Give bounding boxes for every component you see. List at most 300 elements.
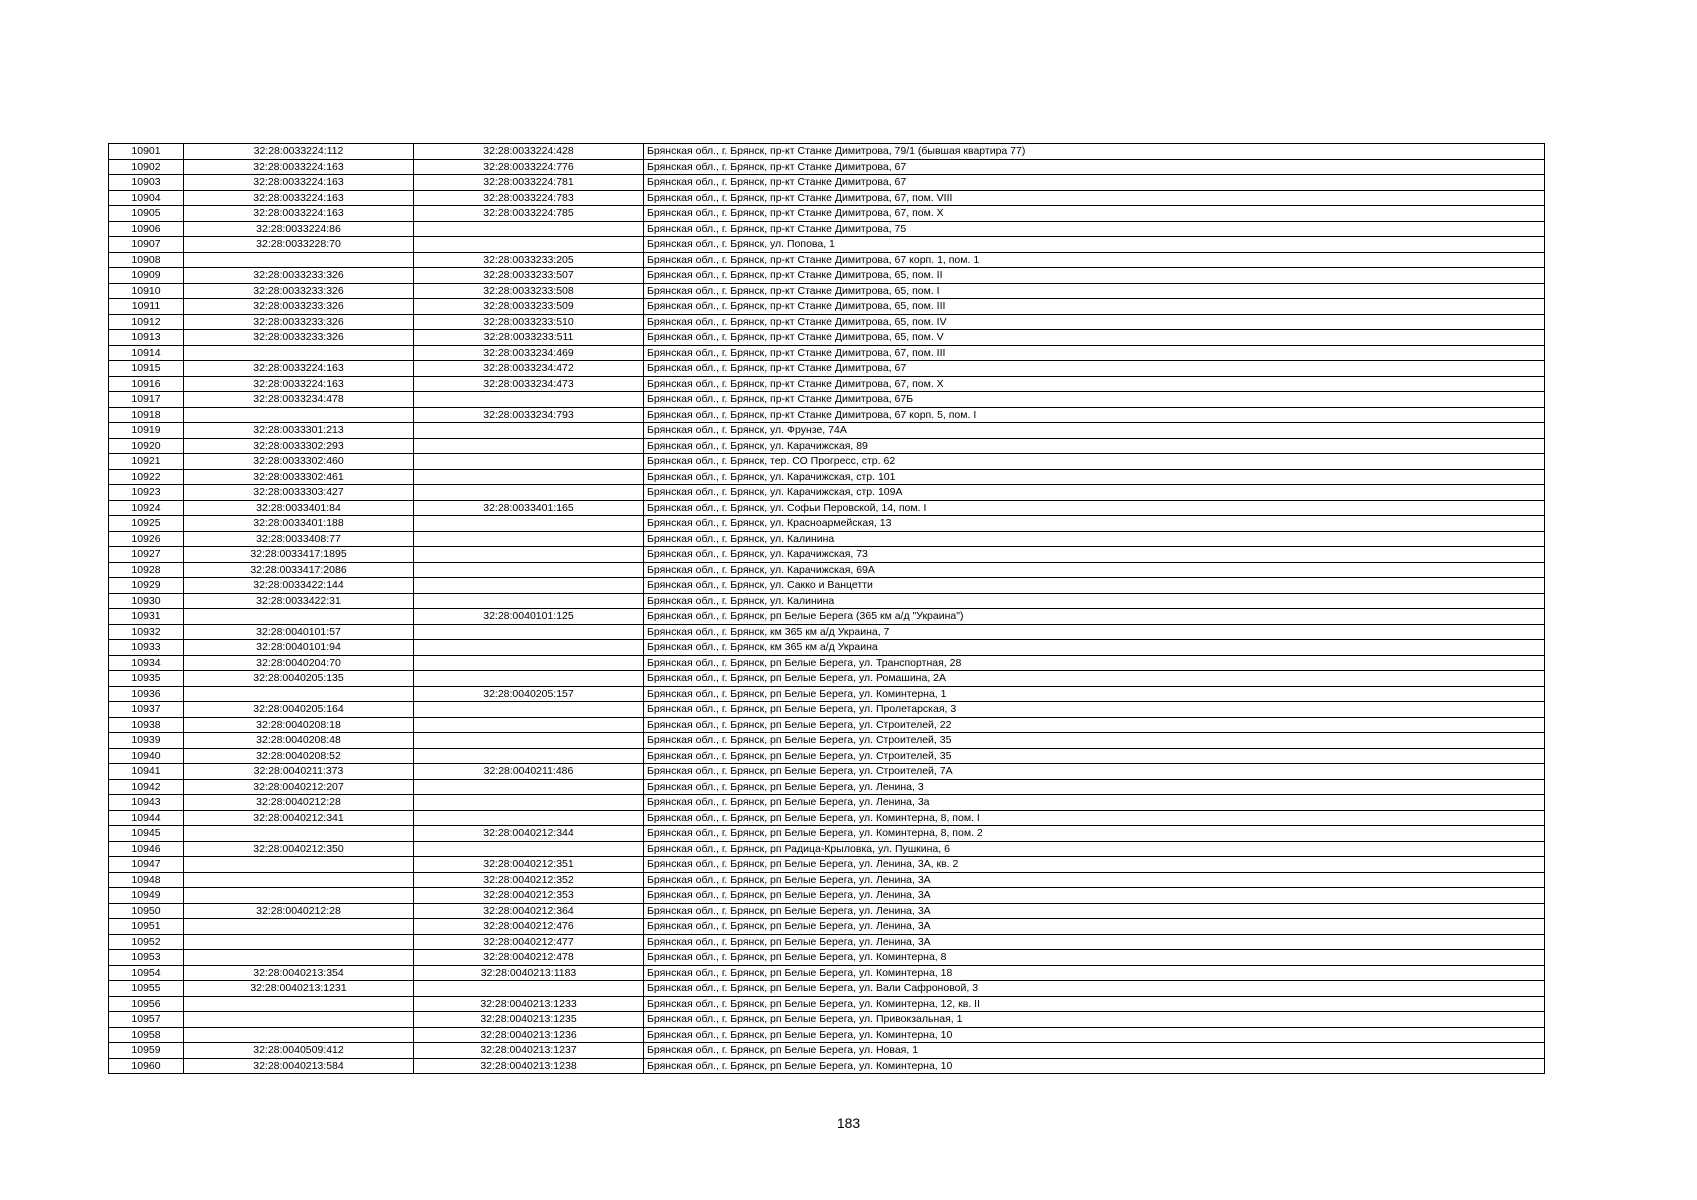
- object-cadastral-number-cell: 32:28:0040212:344: [414, 826, 644, 842]
- table-row: [109, 981, 1545, 997]
- parcel-cadastral-number-cell: 32:28:0033301:213: [184, 423, 414, 439]
- object-cadastral-number-cell: 32:28:0040213:1183: [414, 965, 644, 981]
- table-row: [109, 640, 1545, 656]
- row-number-cell: 10928: [109, 562, 184, 578]
- table-row: [109, 485, 1545, 501]
- table-row: [109, 252, 1545, 268]
- object-cadastral-number-cell: 32:28:0033234:473: [414, 376, 644, 392]
- table-row: [109, 237, 1545, 253]
- address-cell: Брянская обл., г. Брянск, рп Белые Берега, ул. Коминтерна, 18: [644, 965, 1545, 981]
- object-cadastral-number-cell: 32:28:0033224:783: [414, 190, 644, 206]
- address-cell: Брянская обл., г. Брянск, пр-кт Станке Димитрова, 67: [644, 159, 1545, 175]
- object-cadastral-number-cell: 32:28:0040213:1233: [414, 996, 644, 1012]
- parcel-cadastral-number-cell: [184, 996, 414, 1012]
- row-number-cell: 10942: [109, 779, 184, 795]
- row-number-cell: 10919: [109, 423, 184, 439]
- parcel-cadastral-number-cell: [184, 857, 414, 873]
- object-cadastral-number-cell: 32:28:0040212:478: [414, 950, 644, 966]
- table-row: [109, 1027, 1545, 1043]
- parcel-cadastral-number-cell: 32:28:0040213:584: [184, 1058, 414, 1074]
- object-cadastral-number-cell: [414, 485, 644, 501]
- parcel-cadastral-number-cell: [184, 252, 414, 268]
- address-cell: Брянская обл., г. Брянск, рп Белые Берега, ул. Ленина, 3а: [644, 795, 1545, 811]
- address-cell: Брянская обл., г. Брянск, км 365 км а/д Украина, 7: [644, 624, 1545, 640]
- parcel-cadastral-number-cell: 32:28:0033233:326: [184, 314, 414, 330]
- object-cadastral-number-cell: [414, 593, 644, 609]
- address-cell: Брянская обл., г. Брянск, ул. Сакко и Ванцетти: [644, 578, 1545, 594]
- address-cell: Брянская обл., г. Брянск, рп Белые Берега, ул. Строителей, 35: [644, 733, 1545, 749]
- address-cell: Брянская обл., г. Брянск, ул. Фрунзе, 74А: [644, 423, 1545, 439]
- parcel-cadastral-number-cell: [184, 345, 414, 361]
- row-number-cell: 10938: [109, 717, 184, 733]
- address-cell: Брянская обл., г. Брянск, рп Белые Берега, ул. Коминтерна, 10: [644, 1027, 1545, 1043]
- address-cell: Брянская обл., г. Брянск, ул. Карачижская, 69А: [644, 562, 1545, 578]
- object-cadastral-number-cell: 32:28:0033233:510: [414, 314, 644, 330]
- parcel-cadastral-number-cell: 32:28:0033224:112: [184, 144, 414, 160]
- row-number-cell: 10931: [109, 609, 184, 625]
- address-cell: Брянская обл., г. Брянск, ул. Красноармейская, 13: [644, 516, 1545, 532]
- table-row: [109, 454, 1545, 470]
- object-cadastral-number-cell: [414, 531, 644, 547]
- row-number-cell: 10936: [109, 686, 184, 702]
- table-row: [109, 624, 1545, 640]
- row-number-cell: 10960: [109, 1058, 184, 1074]
- table-row: [109, 934, 1545, 950]
- table-row: [109, 175, 1545, 191]
- row-number-cell: 10950: [109, 903, 184, 919]
- object-cadastral-number-cell: [414, 779, 644, 795]
- row-number-cell: 10957: [109, 1012, 184, 1028]
- address-cell: Брянская обл., г. Брянск, ул. Калинина: [644, 531, 1545, 547]
- object-cadastral-number-cell: [414, 624, 644, 640]
- address-cell: Брянская обл., г. Брянск, ул. Карачижская, стр. 109А: [644, 485, 1545, 501]
- address-cell: Брянская обл., г. Брянск, пр-кт Станке Димитрова, 67Б: [644, 392, 1545, 408]
- table-row: [109, 144, 1545, 160]
- object-cadastral-number-cell: [414, 547, 644, 563]
- parcel-cadastral-number-cell: [184, 919, 414, 935]
- parcel-cadastral-number-cell: [184, 1027, 414, 1043]
- parcel-cadastral-number-cell: 32:28:0033234:478: [184, 392, 414, 408]
- object-cadastral-number-cell: [414, 733, 644, 749]
- parcel-cadastral-number-cell: 32:28:0033401:84: [184, 500, 414, 516]
- object-cadastral-number-cell: 32:28:0040212:351: [414, 857, 644, 873]
- parcel-cadastral-number-cell: 32:28:0040101:57: [184, 624, 414, 640]
- row-number-cell: 10921: [109, 454, 184, 470]
- row-number-cell: 10914: [109, 345, 184, 361]
- table-row: [109, 795, 1545, 811]
- address-cell: Брянская обл., г. Брянск, рп Белые Берега, ул. Коминтерна, 1: [644, 686, 1545, 702]
- parcel-cadastral-number-cell: 32:28:0040204:70: [184, 655, 414, 671]
- parcel-cadastral-number-cell: [184, 950, 414, 966]
- parcel-cadastral-number-cell: [184, 826, 414, 842]
- parcel-cadastral-number-cell: [184, 686, 414, 702]
- object-cadastral-number-cell: 32:28:0033401:165: [414, 500, 644, 516]
- object-cadastral-number-cell: [414, 717, 644, 733]
- parcel-cadastral-number-cell: 32:28:0033401:188: [184, 516, 414, 532]
- row-number-cell: 10903: [109, 175, 184, 191]
- parcel-cadastral-number-cell: 32:28:0040212:341: [184, 810, 414, 826]
- row-number-cell: 10912: [109, 314, 184, 330]
- object-cadastral-number-cell: 32:28:0033234:469: [414, 345, 644, 361]
- parcel-cadastral-number-cell: 32:28:0033224:163: [184, 159, 414, 175]
- row-number-cell: 10954: [109, 965, 184, 981]
- parcel-cadastral-number-cell: 32:28:0040509:412: [184, 1043, 414, 1059]
- address-cell: Брянская обл., г. Брянск, рп Белые Берега, ул. Строителей, 22: [644, 717, 1545, 733]
- object-cadastral-number-cell: [414, 981, 644, 997]
- parcel-cadastral-number-cell: 32:28:0033303:427: [184, 485, 414, 501]
- address-cell: Брянская обл., г. Брянск, рп Белые Берега, ул. Коминтерна, 8, пом. 2: [644, 826, 1545, 842]
- address-cell: Брянская обл., г. Брянск, рп Белые Берега, ул. Ромашина, 2А: [644, 671, 1545, 687]
- table-row: [109, 593, 1545, 609]
- address-cell: Брянская обл., г. Брянск, рп Белые Берега, ул. Коминтерна, 10: [644, 1058, 1545, 1074]
- object-cadastral-number-cell: [414, 795, 644, 811]
- row-number-cell: 10927: [109, 547, 184, 563]
- table-row: [109, 733, 1545, 749]
- row-number-cell: 10941: [109, 764, 184, 780]
- parcel-cadastral-number-cell: 32:28:0040208:52: [184, 748, 414, 764]
- parcel-cadastral-number-cell: 32:28:0040208:48: [184, 733, 414, 749]
- row-number-cell: 10918: [109, 407, 184, 423]
- address-cell: Брянская обл., г. Брянск, рп Белые Берега, ул. Ленина, 3А: [644, 903, 1545, 919]
- address-cell: Брянская обл., г. Брянск, пр-кт Станке Димитрова, 67, пом. X: [644, 206, 1545, 222]
- table-row: [109, 965, 1545, 981]
- object-cadastral-number-cell: 32:28:0040213:1236: [414, 1027, 644, 1043]
- address-cell: Брянская обл., г. Брянск, рп Белые Берега, ул. Коминтерна, 8, пом. I: [644, 810, 1545, 826]
- object-cadastral-number-cell: 32:28:0033233:511: [414, 330, 644, 346]
- row-number-cell: 10933: [109, 640, 184, 656]
- table-row: [109, 686, 1545, 702]
- row-number-cell: 10955: [109, 981, 184, 997]
- table-row: [109, 996, 1545, 1012]
- object-cadastral-number-cell: [414, 454, 644, 470]
- object-cadastral-number-cell: [414, 578, 644, 594]
- table-row: [109, 423, 1545, 439]
- row-number-cell: 10910: [109, 283, 184, 299]
- table-row: [109, 671, 1545, 687]
- parcel-cadastral-number-cell: 32:28:0033224:163: [184, 190, 414, 206]
- table-row: [109, 562, 1545, 578]
- object-cadastral-number-cell: 32:28:0033224:781: [414, 175, 644, 191]
- object-cadastral-number-cell: [414, 748, 644, 764]
- parcel-cadastral-number-cell: [184, 872, 414, 888]
- row-number-cell: 10907: [109, 237, 184, 253]
- table-row: [109, 748, 1545, 764]
- row-number-cell: 10949: [109, 888, 184, 904]
- parcel-cadastral-number-cell: 32:28:0040208:18: [184, 717, 414, 733]
- object-cadastral-number-cell: [414, 671, 644, 687]
- object-cadastral-number-cell: 32:28:0033234:472: [414, 361, 644, 377]
- parcel-cadastral-number-cell: 32:28:0033422:31: [184, 593, 414, 609]
- address-cell: Брянская обл., г. Брянск, ул. Карачижская, 73: [644, 547, 1545, 563]
- row-number-cell: 10940: [109, 748, 184, 764]
- table-row: [109, 1012, 1545, 1028]
- address-cell: Брянская обл., г. Брянск, рп Белые Берега, ул. Пролетарская, 3: [644, 702, 1545, 718]
- table-row: [109, 345, 1545, 361]
- object-cadastral-number-cell: 32:28:0040205:157: [414, 686, 644, 702]
- parcel-cadastral-number-cell: 32:28:0040213:1231: [184, 981, 414, 997]
- table-row: [109, 500, 1545, 516]
- address-cell: Брянская обл., г. Брянск, пр-кт Станке Димитрова, 67: [644, 175, 1545, 191]
- address-cell: Брянская обл., г. Брянск, ул. Калинина: [644, 593, 1545, 609]
- row-number-cell: 10953: [109, 950, 184, 966]
- parcel-cadastral-number-cell: 32:28:0033408:77: [184, 531, 414, 547]
- row-number-cell: 10944: [109, 810, 184, 826]
- object-cadastral-number-cell: 32:28:0040213:1237: [414, 1043, 644, 1059]
- row-number-cell: 10952: [109, 934, 184, 950]
- object-cadastral-number-cell: 32:28:0040101:125: [414, 609, 644, 625]
- table-row: [109, 810, 1545, 826]
- object-cadastral-number-cell: [414, 392, 644, 408]
- address-cell: Брянская обл., г. Брянск, пр-кт Станке Димитрова, 67 корп. 1, пом. 1: [644, 252, 1545, 268]
- address-cell: Брянская обл., г. Брянск, пр-кт Станке Димитрова, 67, пом. X: [644, 376, 1545, 392]
- table-row: [109, 609, 1545, 625]
- address-cell: Брянская обл., г. Брянск, пр-кт Станке Димитрова, 67: [644, 361, 1545, 377]
- table-row: [109, 407, 1545, 423]
- parcel-cadastral-number-cell: 32:28:0033224:163: [184, 206, 414, 222]
- table-row: [109, 578, 1545, 594]
- table-row: [109, 531, 1545, 547]
- address-cell: Брянская обл., г. Брянск, рп Белые Берега, ул. Привокзальная, 1: [644, 1012, 1545, 1028]
- table-row: [109, 888, 1545, 904]
- table-row: [109, 268, 1545, 284]
- row-number-cell: 10930: [109, 593, 184, 609]
- row-number-cell: 10926: [109, 531, 184, 547]
- object-cadastral-number-cell: 32:28:0033233:508: [414, 283, 644, 299]
- table-row: [109, 547, 1545, 563]
- address-cell: Брянская обл., г. Брянск, ул. Попова, 1: [644, 237, 1545, 253]
- row-number-cell: 10937: [109, 702, 184, 718]
- row-number-cell: 10904: [109, 190, 184, 206]
- parcel-cadastral-number-cell: 32:28:0033233:326: [184, 283, 414, 299]
- page-number: 183: [836, 1115, 861, 1131]
- table-row: [109, 438, 1545, 454]
- table-row: [109, 159, 1545, 175]
- address-cell: Брянская обл., г. Брянск, рп Белые Берега, ул. Ленина, 3А, кв. 2: [644, 857, 1545, 873]
- row-number-cell: 10948: [109, 872, 184, 888]
- row-number-cell: 10922: [109, 469, 184, 485]
- object-cadastral-number-cell: [414, 469, 644, 485]
- table-row: [109, 206, 1545, 222]
- address-cell: Брянская обл., г. Брянск, рп Белые Берега (365 км а/д "Украина"): [644, 609, 1545, 625]
- address-cell: Брянская обл., г. Брянск, пр-кт Станке Димитрова, 75: [644, 221, 1545, 237]
- address-cell: Брянская обл., г. Брянск, рп Белые Берега, ул. Ленина, 3А: [644, 919, 1545, 935]
- parcel-cadastral-number-cell: 32:28:0033417:1895: [184, 547, 414, 563]
- address-cell: Брянская обл., г. Брянск, ул. Карачижская, 89: [644, 438, 1545, 454]
- address-cell: Брянская обл., г. Брянск, рп Белые Берега, ул. Новая, 1: [644, 1043, 1545, 1059]
- table-row: [109, 392, 1545, 408]
- object-cadastral-number-cell: [414, 640, 644, 656]
- row-number-cell: 10956: [109, 996, 184, 1012]
- table-row: [109, 469, 1545, 485]
- row-number-cell: 10939: [109, 733, 184, 749]
- table-row: [109, 190, 1545, 206]
- parcel-cadastral-number-cell: 32:28:0033417:2086: [184, 562, 414, 578]
- address-cell: Брянская обл., г. Брянск, рп Белые Берега, ул. Коминтерна, 12, кв. II: [644, 996, 1545, 1012]
- parcel-cadastral-number-cell: 32:28:0033224:163: [184, 376, 414, 392]
- object-cadastral-number-cell: 32:28:0040212:477: [414, 934, 644, 950]
- row-number-cell: 10946: [109, 841, 184, 857]
- parcel-cadastral-number-cell: 32:28:0033422:144: [184, 578, 414, 594]
- address-cell: Брянская обл., г. Брянск, пр-кт Станке Димитрова, 67, пом. VIII: [644, 190, 1545, 206]
- object-cadastral-number-cell: 32:28:0040211:486: [414, 764, 644, 780]
- address-cell: Брянская обл., г. Брянск, рп Белые Берега, ул. Ленина, 3А: [644, 934, 1545, 950]
- parcel-cadastral-number-cell: 32:28:0040205:164: [184, 702, 414, 718]
- table-body: [109, 144, 1545, 1074]
- object-cadastral-number-cell: 32:28:0033224:785: [414, 206, 644, 222]
- object-cadastral-number-cell: 32:28:0033233:509: [414, 299, 644, 315]
- parcel-cadastral-number-cell: 32:28:0033233:326: [184, 268, 414, 284]
- table-row: [109, 330, 1545, 346]
- table-row: [109, 950, 1545, 966]
- table-row: [109, 361, 1545, 377]
- parcel-cadastral-number-cell: 32:28:0033233:326: [184, 299, 414, 315]
- address-cell: Брянская обл., г. Брянск, пр-кт Станке Димитрова, 65, пом. V: [644, 330, 1545, 346]
- table-row: [109, 516, 1545, 532]
- parcel-cadastral-number-cell: 32:28:0040205:135: [184, 671, 414, 687]
- row-number-cell: 10913: [109, 330, 184, 346]
- address-cell: Брянская обл., г. Брянск, рп Радица-Крыловка, ул. Пушкина, 6: [644, 841, 1545, 857]
- row-number-cell: 10905: [109, 206, 184, 222]
- table-row: [109, 314, 1545, 330]
- object-cadastral-number-cell: [414, 516, 644, 532]
- table-row: [109, 221, 1545, 237]
- row-number-cell: 10932: [109, 624, 184, 640]
- parcel-cadastral-number-cell: 32:28:0040212:28: [184, 795, 414, 811]
- object-cadastral-number-cell: [414, 562, 644, 578]
- object-cadastral-number-cell: 32:28:0033233:205: [414, 252, 644, 268]
- row-number-cell: 10924: [109, 500, 184, 516]
- object-cadastral-number-cell: [414, 221, 644, 237]
- object-cadastral-number-cell: 32:28:0040212:352: [414, 872, 644, 888]
- address-cell: Брянская обл., г. Брянск, рп Белые Берега, ул. Ленина, 3А: [644, 872, 1545, 888]
- object-cadastral-number-cell: 32:28:0033233:507: [414, 268, 644, 284]
- row-number-cell: 10923: [109, 485, 184, 501]
- table-row: [109, 903, 1545, 919]
- object-cadastral-number-cell: [414, 655, 644, 671]
- address-cell: Брянская обл., г. Брянск, пр-кт Станке Димитрова, 65, пом. IV: [644, 314, 1545, 330]
- object-cadastral-number-cell: [414, 702, 644, 718]
- row-number-cell: 10925: [109, 516, 184, 532]
- row-number-cell: 10943: [109, 795, 184, 811]
- object-cadastral-number-cell: 32:28:0040212:364: [414, 903, 644, 919]
- row-number-cell: 10911: [109, 299, 184, 315]
- address-cell: Брянская обл., г. Брянск, рп Белые Берега, ул. Строителей, 7А: [644, 764, 1545, 780]
- parcel-cadastral-number-cell: 32:28:0040211:373: [184, 764, 414, 780]
- address-cell: Брянская обл., г. Брянск, тер. СО Прогресс, стр. 62: [644, 454, 1545, 470]
- row-number-cell: 10945: [109, 826, 184, 842]
- table-row: [109, 1058, 1545, 1074]
- address-cell: Брянская обл., г. Брянск, рп Белые Берега, ул. Транспортная, 28: [644, 655, 1545, 671]
- table-row: [109, 779, 1545, 795]
- parcel-cadastral-number-cell: [184, 934, 414, 950]
- parcel-cadastral-number-cell: 32:28:0033224:163: [184, 361, 414, 377]
- object-cadastral-number-cell: [414, 810, 644, 826]
- parcel-cadastral-number-cell: 32:28:0033224:86: [184, 221, 414, 237]
- table-row: [109, 702, 1545, 718]
- address-cell: Брянская обл., г. Брянск, ул. Карачижская, стр. 101: [644, 469, 1545, 485]
- address-cell: Брянская обл., г. Брянск, пр-кт Станке Димитрова, 65, пом. I: [644, 283, 1545, 299]
- parcel-cadastral-number-cell: 32:28:0033302:460: [184, 454, 414, 470]
- object-cadastral-number-cell: 32:28:0033224:428: [414, 144, 644, 160]
- address-cell: Брянская обл., г. Брянск, рп Белые Берега, ул. Строителей, 35: [644, 748, 1545, 764]
- address-cell: Брянская обл., г. Брянск, пр-кт Станке Димитрова, 65, пом. III: [644, 299, 1545, 315]
- row-number-cell: 10906: [109, 221, 184, 237]
- object-cadastral-number-cell: [414, 423, 644, 439]
- object-cadastral-number-cell: 32:28:0040213:1235: [414, 1012, 644, 1028]
- row-number-cell: 10916: [109, 376, 184, 392]
- table-row: [109, 857, 1545, 873]
- address-cell: Брянская обл., г. Брянск, ул. Софьи Перовской, 14, пом. I: [644, 500, 1545, 516]
- data-table: [108, 143, 1545, 1074]
- row-number-cell: 10908: [109, 252, 184, 268]
- object-cadastral-number-cell: [414, 841, 644, 857]
- row-number-cell: 10902: [109, 159, 184, 175]
- row-number-cell: 10915: [109, 361, 184, 377]
- row-number-cell: 10934: [109, 655, 184, 671]
- parcel-cadastral-number-cell: 32:28:0040212:28: [184, 903, 414, 919]
- table-row: [109, 717, 1545, 733]
- address-cell: Брянская обл., г. Брянск, км 365 км а/д Украина: [644, 640, 1545, 656]
- parcel-cadastral-number-cell: [184, 1012, 414, 1028]
- row-number-cell: 10929: [109, 578, 184, 594]
- parcel-cadastral-number-cell: [184, 609, 414, 625]
- parcel-cadastral-number-cell: 32:28:0033228:70: [184, 237, 414, 253]
- parcel-cadastral-number-cell: 32:28:0033224:163: [184, 175, 414, 191]
- table-row: [109, 919, 1545, 935]
- table-row: [109, 655, 1545, 671]
- parcel-cadastral-number-cell: 32:28:0033302:461: [184, 469, 414, 485]
- row-number-cell: 10958: [109, 1027, 184, 1043]
- row-number-cell: 10917: [109, 392, 184, 408]
- object-cadastral-number-cell: [414, 237, 644, 253]
- table-row: [109, 872, 1545, 888]
- table-row: [109, 841, 1545, 857]
- address-cell: Брянская обл., г. Брянск, пр-кт Станке Димитрова, 65, пом. II: [644, 268, 1545, 284]
- table-row: [109, 376, 1545, 392]
- parcel-cadastral-number-cell: 32:28:0040101:94: [184, 640, 414, 656]
- row-number-cell: 10959: [109, 1043, 184, 1059]
- table-row: [109, 764, 1545, 780]
- parcel-cadastral-number-cell: [184, 888, 414, 904]
- row-number-cell: 10920: [109, 438, 184, 454]
- row-number-cell: 10909: [109, 268, 184, 284]
- object-cadastral-number-cell: 32:28:0033234:793: [414, 407, 644, 423]
- object-cadastral-number-cell: 32:28:0040212:476: [414, 919, 644, 935]
- address-cell: Брянская обл., г. Брянск, пр-кт Станке Димитрова, 79/1 (бывшая квартира 77): [644, 144, 1545, 160]
- parcel-cadastral-number-cell: 32:28:0040213:354: [184, 965, 414, 981]
- table-row: [109, 1043, 1545, 1059]
- address-cell: Брянская обл., г. Брянск, рп Белые Берега, ул. Вали Сафроновой, 3: [644, 981, 1545, 997]
- object-cadastral-number-cell: 32:28:0033224:776: [414, 159, 644, 175]
- table-row: [109, 826, 1545, 842]
- parcel-cadastral-number-cell: 32:28:0033233:326: [184, 330, 414, 346]
- address-cell: Брянская обл., г. Брянск, пр-кт Станке Димитрова, 67, пом. III: [644, 345, 1545, 361]
- table-row: [109, 299, 1545, 315]
- address-cell: Брянская обл., г. Брянск, рп Белые Берега, ул. Ленина, 3А: [644, 888, 1545, 904]
- address-cell: Брянская обл., г. Брянск, пр-кт Станке Димитрова, 67 корп. 5, пом. I: [644, 407, 1545, 423]
- parcel-cadastral-number-cell: [184, 407, 414, 423]
- object-cadastral-number-cell: 32:28:0040212:353: [414, 888, 644, 904]
- address-cell: Брянская обл., г. Брянск, рп Белые Берега, ул. Ленина, 3: [644, 779, 1545, 795]
- table-row: [109, 283, 1545, 299]
- parcel-cadastral-number-cell: 32:28:0033302:293: [184, 438, 414, 454]
- parcel-cadastral-number-cell: 32:28:0040212:350: [184, 841, 414, 857]
- row-number-cell: 10947: [109, 857, 184, 873]
- address-cell: Брянская обл., г. Брянск, рп Белые Берега, ул. Коминтерна, 8: [644, 950, 1545, 966]
- row-number-cell: 10951: [109, 919, 184, 935]
- parcel-cadastral-number-cell: 32:28:0040212:207: [184, 779, 414, 795]
- object-cadastral-number-cell: 32:28:0040213:1238: [414, 1058, 644, 1074]
